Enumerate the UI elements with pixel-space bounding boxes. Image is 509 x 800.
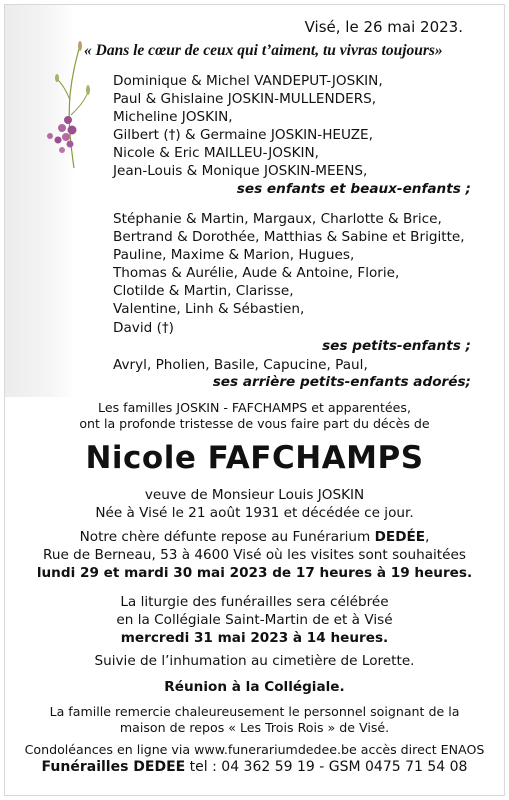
thanks-line: La famille remercie chaleureusement le personnel soignant de la	[49, 704, 460, 719]
deceased-name: Nicole FAFCHAMPS	[85, 440, 424, 476]
liturgy-date: mercredi 31 mai 2023 à 14 heures.	[120, 630, 389, 646]
phone-numbers: tel : 04 362 59 19 - GSM 0475 71 54 08	[185, 759, 468, 775]
list-item: Dominique & Michel VANDEPUT-JOSKIN,	[113, 73, 383, 89]
families-announcement	[0, 400, 509, 432]
list-item: Clotilde & Martin, Clarisse,	[113, 283, 294, 300]
list-item: Thomas & Aurélie, Aude & Antoine, Florie,	[113, 265, 400, 282]
deceased-details	[0, 486, 509, 522]
list-item: Bertrand & Dorothée, Matthias & Sabine et Brigitte,	[113, 229, 465, 246]
visitation-line-2: Rue de Berneau, 53 à 4600 Visé où les visites sont souhaitées	[43, 547, 466, 563]
list-item: Jean-Louis & Monique JOSKIN-MEENS,	[113, 163, 368, 180]
list-item: Valentine, Linh & Sébastien,	[113, 301, 305, 318]
thanks-block	[0, 704, 509, 736]
liturgy-block	[0, 593, 509, 647]
children-list	[113, 72, 383, 181]
great-grandchildren-list	[113, 356, 368, 374]
visitation-dates: lundi 29 et mardi 30 mai 2023 de 17 heures à 19 heures.	[36, 565, 473, 581]
families-line: ont la profonde tristesse de vous faire part du décès de	[79, 416, 430, 431]
widow-line: veuve de Monsieur Louis JOSKIN	[144, 487, 365, 503]
date-line: Visé, le 26 mai 2023.	[304, 18, 463, 36]
list-item: Paul & Ghislaine JOSKIN-MULLENDERS,	[113, 91, 377, 108]
children-relation: ses enfants et beaux-enfants ;	[236, 181, 471, 197]
list-item: Pauline, Maxime & Marion, Hugues,	[113, 247, 355, 264]
grandchildren-list	[113, 210, 465, 337]
condolences-line: Condoléances en ligne via www.funerariumdedee.be accès direct ENAOS	[24, 742, 485, 757]
list-item: Gilbert (†) & Germaine JOSKIN-HEUZE,	[113, 127, 373, 144]
grandchildren-relation: ses petits-enfants ;	[322, 338, 471, 354]
great-grandchildren-relation: ses arrière petits-enfants adorés;	[212, 374, 471, 390]
families-line: Les familles JOSKIN - FAFCHAMPS et apparentées,	[98, 400, 411, 415]
list-item: David (†)	[113, 319, 174, 336]
list-item: Micheline JOSKIN,	[113, 109, 233, 126]
reunion-line: Réunion à la Collégiale.	[164, 679, 345, 695]
list-item: Avryl, Pholien, Basile, Capucine, Paul,	[113, 357, 368, 373]
list-item: Nicole & Eric MAILLEU-JOSKIN,	[113, 145, 320, 162]
visitation-line-1: Notre chère défunte repose au Funérarium DEDÉE,	[79, 529, 430, 545]
memorial-quote: « Dans le cœur de ceux qui t’aiment, tu vivras toujours»	[84, 42, 443, 59]
funeral-contact-line	[0, 759, 509, 775]
funeral-home-name: DEDÉE	[374, 529, 426, 545]
funeral-home-label: Funérailles DEDEE	[41, 759, 186, 775]
visitation-block	[0, 528, 509, 582]
list-item: Stéphanie & Martin, Margaux, Charlotte & Brice,	[113, 211, 442, 227]
burial-line: Suivie de l’inhumation au cimetière de Lorette.	[94, 653, 415, 669]
birth-death-line: Née à Visé le 21 août 1931 et décédée ce jour.	[95, 505, 414, 521]
thanks-line: maison de repos « Les Trois Rois » de Visé.	[119, 720, 390, 735]
liturgy-line-2: en la Collégiale Saint-Martin de et à Visé	[116, 612, 393, 628]
liturgy-line-1: La liturgie des funérailles sera célébrée	[120, 594, 389, 610]
